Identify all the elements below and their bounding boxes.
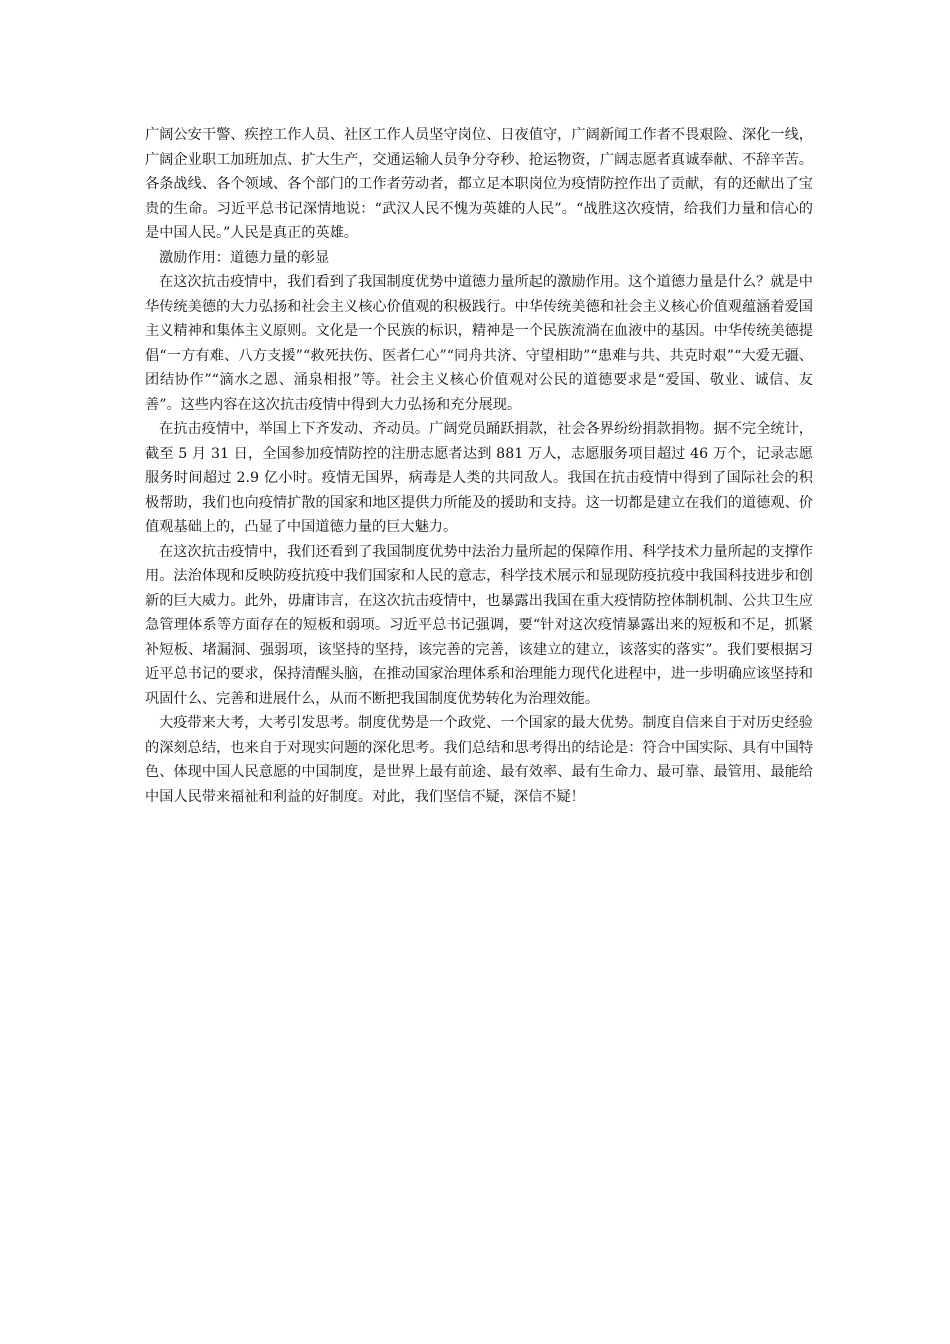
paragraph-rule-of-law: 在这次抗击疫情中，我们还看到了我国制度优势中法治力量所起的保障作用、科学技术力量所起的支撑作用。法治体现和反映防疫抗疫中我们国家和人民的意志，科学技术展示和显现防疫抗疫中我国科技进步和创新的巨大威力。此外，毋庸讳言，在这次抗击疫情中，也暴露出我国在重大疫情防控体制机制、公共卫生应急管理体系等方面存在的短板和弱项。习近平总书记强调，要“针对这次疫情暴露出来的短板和不足，抓紧补短板、堵漏洞、强弱项，该坚持的坚持，该完善的完善，该建立的建立，该落实的落实”。我们要根据习近平总书记的要求，保持清醒头脑，在推动国家治理体系和治理能力现代化进程中，进一步明确应该坚持和巩固什么、完善和进展什么，从而不断把我国制度优势转化为治理效能。	[145, 543, 813, 707]
paragraph-moral-power: 在这次抗击疫情中，我们看到了我国制度优势中道德力量所起的激励作用。这个道德力量是什么？就是中华传统美德的大力弘扬和社会主义核心价值观的积极践行。中华传统美德和社会主义核心价值观蕴涵着爱国主义精神和集体主义原则。文化是一个民族的标识，精神是一个民族流淌在血液中的基因。中华传统美德提倡“一方有难、八方支援”“救死扶伤、医者仁心”“同舟共济、守望相助”“患难与共、共克时艰”“大爱无疆、团结协作”“滴水之恩、涌泉相报”等。社会主义核心价值观对公民的道德要求是“爱国、敬业、诚信、友善”。这些内容在这次抗击疫情中得到大力弘扬和充分展现。	[145, 274, 813, 413]
document-body	[145, 123, 813, 809]
paragraph-mobilization: 在抗击疫情中，举国上下齐发动、齐动员。广阔党员踊跃捐款，社会各界纷纷捐款捐物。据不完全统计，截至 5 月 31 日，全国参加疫情防控的注册志愿者达到 881 万人，志愿服务项目超过 46 万个，记录志愿服务时间超过 2.9 亿小时。疫情无国界，病毒是人类的共同敌人。我国在抗击疫情中得到了国际社会的积极帮助，我们也向疫情扩散的国家和地区提供力所能及的援助和支持。这一切都是建立在我们的道德观、价值观基础上的，凸显了中国道德力量的巨大魅力。	[145, 421, 813, 535]
paragraph-heroes: 广阔公安干警、疾控工作人员、社区工作人员坚守岗位、日夜值守，广阔新闻工作者不畏艰险、深化一线，广阔企业职工加班加点、扩大生产，交通运输人员争分夺秒、抢运物资，广阔志愿者真诚奉献、不辞辛苦。各条战线、各个领域、各个部门的工作者劳动者，都立足本职岗位为疫情防控作出了贡献，有的还献出了宝贵的生命。习近平总书记深情地说：“武汉人民不愧为英雄的人民”。“战胜这次疫情，给我们力量和信心的是中国人民。”人民是真正的英雄。	[145, 127, 813, 241]
section-heading-moral-power: 激励作用：道德力量的彰显	[159, 249, 330, 266]
paragraph-conclusion: 大疫带来大考，大考引发思考。制度优势是一个政党、一个国家的最大优势。制度自信来自于对历史经验的深刻总结，也来自于对现实问题的深化思考。我们总结和思考得出的结论是：符合中国实际、具有中国特色、体现中国人民意愿的中国制度，是世界上最有前途、最有效率、最有生命力、最可靠、最管用、最能给中国人民带来福祉和利益的好制度。对此，我们坚信不疑，深信不疑！	[145, 715, 813, 805]
